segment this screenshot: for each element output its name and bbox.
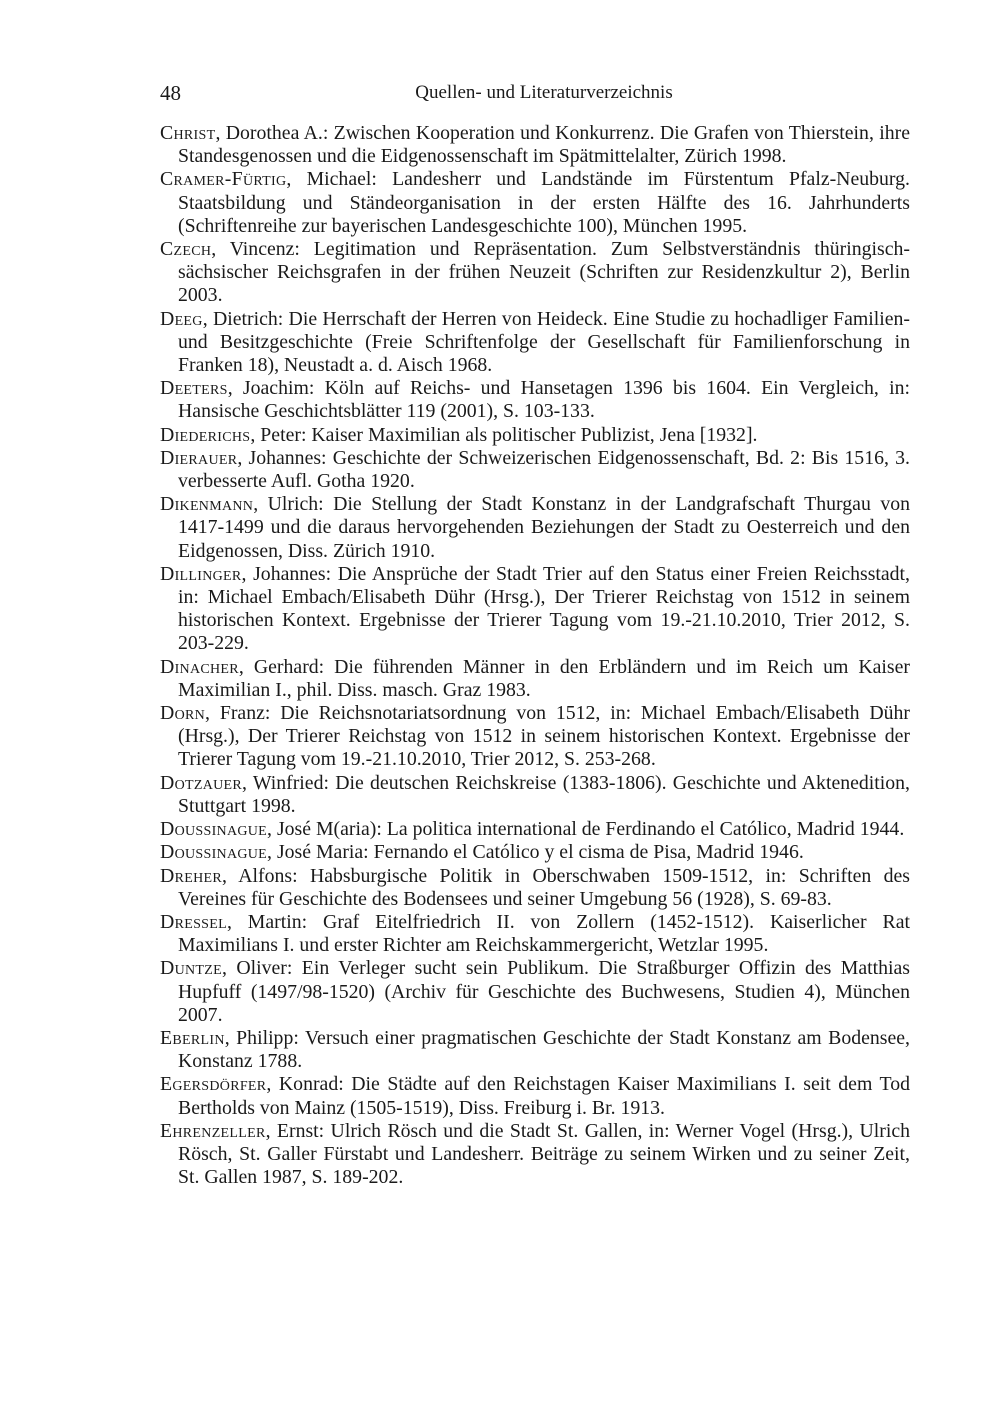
bibliography-entry [160,168,910,238]
bibliography-entry [160,122,910,168]
entry-text: , Winfried: Die deutschen Reichskreise (1383-1806). Geschichte und Aktenedition, Stuttgart 1998. [178,771,910,817]
bibliography-entry [160,957,910,1027]
bibliography-entry [160,841,910,864]
entry-text: , Alfons: Habsburgische Politik in Oberschwaben 1509-1512, in: Schriften des Vereines für Geschichte des Bodensees und seiner Umgebung 56 (1928), S. 69-83. [178,864,910,910]
bibliography-entry [160,563,910,656]
bibliography-list [160,122,910,1189]
entry-text: , Ulrich: Die Stellung der Stadt Konstanz in der Landgrafschaft Thurgau von 1417-1499 und die daraus hervorgehenden Beziehungen der Stadt zu Oesterreich und den Eidgenossen, Diss. Zürich 1910. [178,493,910,562]
entry-text: , Peter: Kaiser Maximilian als politischer Publizist, Jena [1932]. [250,423,758,446]
entry-text: , Ernst: Ulrich Rösch und die Stadt St. Gallen, in: Werner Vogel (Hrsg.), Ulrich Rösch, St. Galler Fürstabt und Landesherr. Beiträge zu seinem Wirken und zu seiner Zeit, St. Gallen 1987, S. 189-202. [178,1119,910,1189]
entry-text: , Franz: Die Reichsnotariatsordnung von 1512, in: Michael Embach/Elisabeth Dühr (Hrsg.), Der Trierer Reichstag von 1512 in seinem historischen Kontext. Ergebnisse der Trierer Tagung vom 19.-21.10.2010, Trier 2012, S. 253-268. [178,702,910,771]
bibliography-entry [160,911,910,957]
entry-author: Ehrenzeller [160,1119,266,1142]
bibliography-entry [160,818,910,841]
entry-author: Christ [160,122,216,144]
bibliography-entry [160,493,910,563]
entry-text: , Oliver: Ein Verleger sucht sein Publikum. Die Straßburger Offizin des Matthias Hupfuff (1497/98-1520) (Archiv für Geschichte des Buchwesens, Studien 4), München 2007. [178,957,910,1026]
entry-author: Dressel [160,910,227,933]
entry-author: Diederichs [160,423,251,446]
bibliography-entry [160,656,910,702]
entry-author: Doussinague [160,841,268,864]
entry-author: Eberlin [160,1026,225,1049]
entry-author: Egersdörfer [160,1073,267,1096]
bibliography-entry [160,424,910,447]
entry-text: , Martin: Graf Eitelfriedrich II. von Zollern (1452-1512). Kaiserlicher Rat Maximilians I. und erster Richter am Reichskammergericht, Wetzlar 1995. [178,910,910,957]
bibliography-entry [160,238,910,308]
bibliography-entry [160,865,910,911]
entry-author: Duntze [160,957,222,980]
page-header [160,79,910,107]
entry-text: , Johannes: Geschichte der Schweizerischen Eidgenossenschaft, Bd. 2: Bis 1516, 3. verbesserte Aufl. Gotha 1920. [178,446,910,493]
bibliography-entry [160,377,910,423]
entry-text: , Vincenz: Legitimation und Repräsentation. Zum Selbstverständnis thüringisch-sächsischer Reichsgrafen in der frühen Neuzeit (Schriften zur Residenzkultur 2), Berlin 2003. [178,238,910,307]
entry-text: , Philipp: Versuch einer pragmatischen Geschichte der Stadt Konstanz am Bodensee, Konstanz 1788. [178,1026,910,1073]
entry-author: Dorn [160,702,206,725]
bibliography-entry [160,772,910,818]
entry-author: Dikenmann [160,493,254,516]
bibliography-entry [160,1073,910,1119]
entry-author: Dotzauer [160,771,243,794]
entry-author: Dillinger [160,562,242,585]
entry-text: , Dorothea A.: Zwischen Kooperation und Konkurrenz. Die Grafen von Thierstein, ihre Standesgenossen und die Eidgenossenschaft im Spätmittelalter, Zürich 1998. [178,122,910,168]
entry-text: , Michael: Landesherr und Landstände im Fürstentum Pfalz-Neuburg. Staatsbildung und Ständeorganisation in der ersten Hälfte des 16. Jahrhunderts (Schriftenreihe zur bayerischen Landesgeschichte 100), München 1995. [178,168,910,237]
entry-author: Czech [160,238,212,261]
entry-author: Dierauer [160,446,238,469]
entry-author: Cramer-Fürtig [160,168,287,191]
entry-author: Dinacher [160,655,239,678]
bibliography-entry [160,447,910,493]
entry-text: , Joachim: Köln auf Reichs- und Hansetagen 1396 bis 1604. Ein Vergleich, in: Hansische Geschichtsblätter 119 (2001), S. 103-133. [178,377,910,423]
entry-author: Deeters [160,377,228,400]
entry-author: Dreher [160,864,222,887]
entry-text: , José M(aria): La politica international de Ferdinando el Católico, Madrid 1944. [267,818,905,841]
bibliography-entry [160,702,910,772]
running-title: Quellen- und Literaturverzeichnis [415,82,673,103]
entry-text: , Johannes: Die Ansprüche der Stadt Trier auf den Status einer Freien Reichsstadt, in: Michael Embach/Elisabeth Dühr (Hrsg.), Der Trierer Reichstag von 1512 in seinem historischen Kontext. Ergebnisse der Trierer Tagung vom 19.-21.10.2010, Trier 2012, S. 203-229. [178,562,910,655]
entry-text: , Konrad: Die Städte auf den Reichstagen Kaiser Maximilians I. seit dem Tod Bertholds von Mainz (1505-1519), Diss. Freiburg i. Br. 1913. [178,1073,910,1119]
bibliography-entry [160,1027,910,1073]
entry-author: Deeg [160,307,203,330]
page-number: 48 [160,81,181,105]
bibliography-entry [160,308,910,378]
bibliography-entry [160,1120,910,1190]
entry-text: , Gerhard: Die führenden Männer in den Erbländern und im Reich um Kaiser Maximilian I., phil. Diss. masch. Graz 1983. [178,655,910,701]
entry-text: , Dietrich: Die Herrschaft der Herren von Heideck. Eine Studie zu hochadliger Familien- und Besitzgeschichte (Freie Schriftenfolge der Gesellschaft für Familienforschung in Franken 18), Neustadt a. d. Aisch 1968. [178,307,910,377]
entry-author: Doussinague [160,818,268,841]
entry-text: , José Maria: Fernando el Católico y el cisma de Pisa, Madrid 1946. [267,841,804,864]
